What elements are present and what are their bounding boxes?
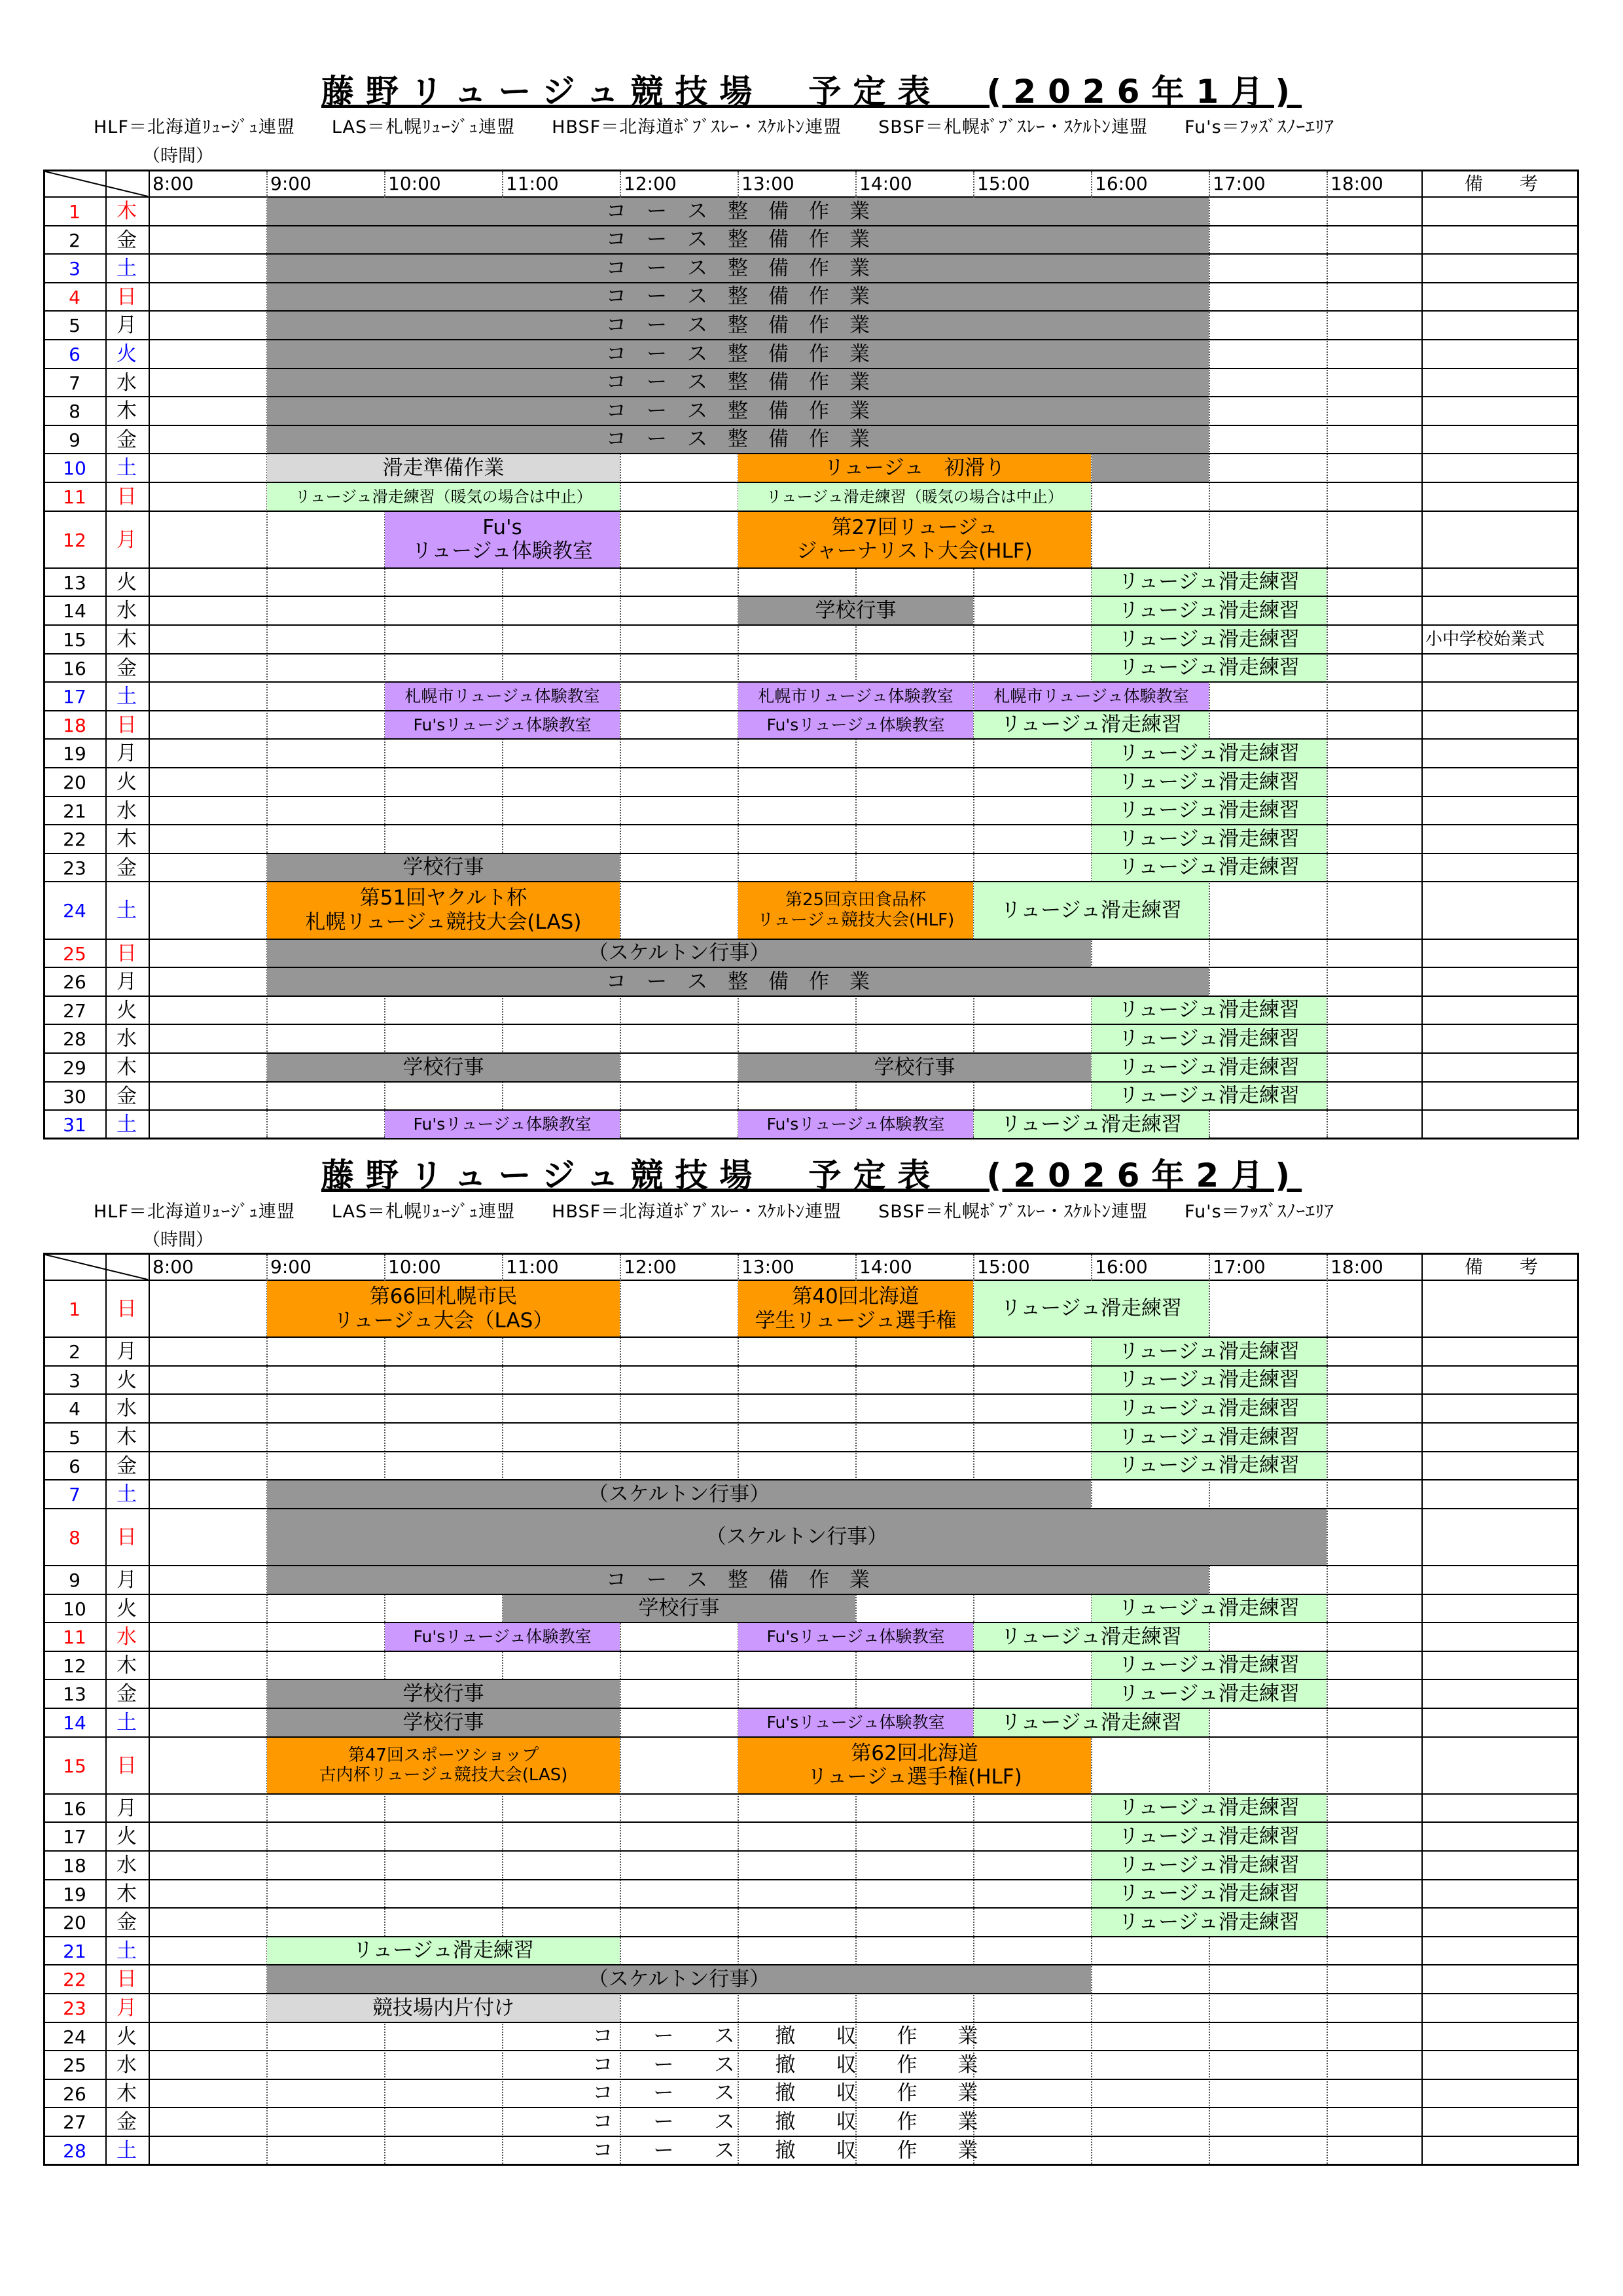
schedule-event: Fu'sリュージュ体験教室 <box>738 711 973 739</box>
weekday: 水 <box>116 1854 137 1877</box>
remarks-header: 備 考 <box>1464 173 1538 194</box>
schedule-event: リュージュ滑走練習 <box>1092 1083 1327 1110</box>
day-row <box>45 1480 1577 1509</box>
day-number: 30 <box>63 1085 86 1107</box>
day-row <box>45 854 1577 883</box>
day-row <box>45 312 1577 340</box>
day-number: 12 <box>63 529 86 551</box>
weekday: 土 <box>116 1113 137 1137</box>
time-unit-label: （時間） <box>143 1230 213 1250</box>
day-row <box>45 1054 1577 1083</box>
schedule-event: （スケルトン行事） <box>267 940 1091 967</box>
schedule-event: コ ー ス 整 備 作 業 <box>267 198 1209 225</box>
day-row <box>45 283 1577 312</box>
day-row <box>45 882 1577 939</box>
schedule-event: Fu'sリュージュ体験教室 <box>385 1623 620 1651</box>
day-number: 9 <box>69 429 80 451</box>
day-row <box>45 2080 1577 2109</box>
schedule-event: リュージュ滑走練習 <box>974 1623 1209 1651</box>
schedule-event: 第51回ヤクルト杯 札幌リュージュ競技大会(LAS) <box>267 882 620 938</box>
weekday: 月 <box>116 528 137 552</box>
schedule-event: コ ー ス 整 備 作 業 <box>267 340 1209 368</box>
weekday: 水 <box>116 1027 137 1051</box>
day-row <box>45 397 1577 426</box>
day-row <box>45 940 1577 969</box>
schedule-event: リュージュ滑走練習 <box>1092 1395 1327 1422</box>
day-number: 19 <box>63 743 86 765</box>
schedule-event: リュージュ滑走練習 <box>1092 1652 1327 1679</box>
abbreviation-legend: HLF＝北海道ﾘｭｰｼﾞｭ連盟 LAS＝札幌ﾘｭｰｼﾞｭ連盟 HBSF＝北海道ﾎﾞﾌﾞｽﾚｰ・ｽｹﾙﾄﾝ連盟 SBSF＝札幌ﾎﾞﾌﾞｽﾚｰ・ｽｹﾙﾄﾝ連盟 Fu's＝ﾌｯｽﾞｽﾉｰｴﾘｱ <box>94 1202 1334 1222</box>
day-number: 21 <box>63 800 86 822</box>
schedule-event: リュージュ滑走練習（暖気の場合は中止） <box>267 483 620 511</box>
day-number: 13 <box>63 1683 86 1706</box>
weekday: 木 <box>116 2081 137 2106</box>
weekday: 金 <box>116 1454 137 1478</box>
day-number: 14 <box>63 1712 86 1734</box>
schedule-event: 札幌市リュージュ体験教室 <box>738 683 973 710</box>
day-row <box>45 426 1577 455</box>
time-header-1300: 13:00 <box>741 173 794 194</box>
day-row <box>45 1509 1577 1566</box>
schedule-event: コ ー ス 整 備 作 業 <box>267 312 1209 339</box>
day-number: 20 <box>63 1912 86 1934</box>
day-row <box>45 2137 1577 2166</box>
header-diagonal-corner <box>45 1255 148 1280</box>
schedule-event: リュージュ滑走練習 <box>1092 1338 1327 1365</box>
weekday: 土 <box>116 1482 137 1507</box>
day-number: 26 <box>63 971 86 994</box>
day-row <box>45 1852 1577 1880</box>
weekday: 金 <box>116 855 137 880</box>
month-title: 藤野リュージュ競技場 予定表 (2026年1月) <box>321 73 1302 111</box>
weekday: 火 <box>116 570 137 594</box>
schedule-event: リュージュ滑走練習 <box>1092 1025 1327 1052</box>
day-row <box>45 968 1577 997</box>
schedule-event: 第27回リュージュ ジャーナリスト大会(HLF) <box>738 512 1091 567</box>
schedule-event: リュージュ滑走練習 <box>974 1281 1209 1336</box>
day-number: 15 <box>63 629 86 651</box>
schedule-event: （スケルトン行事） <box>267 1965 1091 1993</box>
weekday: 月 <box>116 742 137 766</box>
day-number: 1 <box>69 201 80 223</box>
day-number: 17 <box>63 686 86 708</box>
schedule-event: リュージュ滑走練習 <box>1092 1424 1327 1451</box>
schedule-event: Fu'sリュージュ体験教室 <box>385 711 620 739</box>
day-row <box>45 1452 1577 1481</box>
weekday: 日 <box>116 1967 137 1992</box>
day-number: 11 <box>63 1626 86 1649</box>
day-row <box>45 1880 1577 1909</box>
day-row <box>45 1937 1577 1966</box>
schedule-event: リュージュ滑走練習 <box>974 882 1209 938</box>
schedule-event: コ ー ス 撤 収 作 業 <box>592 2053 978 2077</box>
schedule-event: 第62回北海道 リュージュ選手権(HLF) <box>738 1738 1091 1793</box>
day-row <box>45 1965 1577 1994</box>
schedule-event: リュージュ滑走練習 <box>267 1937 620 1965</box>
schedule-event: 学校行事 <box>738 597 973 624</box>
day-number: 11 <box>63 486 86 508</box>
time-header-1600: 16:00 <box>1095 173 1148 194</box>
day-number: 28 <box>63 2140 86 2162</box>
weekday: 土 <box>116 899 137 923</box>
day-number: 5 <box>69 315 80 337</box>
day-number: 6 <box>69 1455 80 1477</box>
schedule-event: 学校行事 <box>267 1680 620 1708</box>
day-row <box>45 655 1577 683</box>
schedule-event: リュージュ滑走練習 <box>1092 854 1327 882</box>
weekday: 日 <box>116 1753 137 1778</box>
time-header-800: 8:00 <box>152 1256 194 1278</box>
weekday: 木 <box>116 1882 137 1906</box>
weekday: 水 <box>116 599 137 623</box>
weekday: 日 <box>116 941 137 965</box>
schedule-event: 第40回北海道 学生リュージュ選手権 <box>738 1281 973 1336</box>
day-number: 8 <box>69 1526 80 1549</box>
day-number: 5 <box>69 1427 80 1448</box>
time-unit-label: （時間） <box>143 146 213 166</box>
day-number: 7 <box>69 372 80 394</box>
day-number: 13 <box>63 571 86 594</box>
weekday: 木 <box>116 1056 137 1079</box>
schedule-event: コ ー ス 撤 収 作 業 <box>592 2081 978 2106</box>
day-row <box>45 1623 1577 1652</box>
day-number: 26 <box>63 2083 86 2105</box>
day-row <box>45 683 1577 711</box>
schedule-event: リュージュ 初滑り <box>738 454 1091 482</box>
schedule-event: リュージュ滑走練習 <box>974 1111 1209 1138</box>
weekday: 水 <box>116 1397 137 1421</box>
schedule-event: コ ー ス 撤 収 作 業 <box>592 2024 978 2049</box>
weekday: 木 <box>116 399 137 423</box>
schedule-event: リュージュ滑走練習 <box>1092 626 1327 653</box>
schedule-event: リュージュ滑走練習 <box>1092 768 1327 796</box>
schedule-table <box>43 170 1579 1139</box>
day-row <box>45 626 1577 655</box>
day-number: 4 <box>69 1398 80 1420</box>
day-row <box>45 1595 1577 1624</box>
day-number: 23 <box>63 857 86 879</box>
schedule-event: 札幌市リュージュ体験教室 <box>385 683 620 710</box>
day-row <box>45 1083 1577 1111</box>
schedule-event: コ ー ス 撤 収 作 業 <box>592 2138 978 2162</box>
weekday: 月 <box>116 314 137 338</box>
schedule-event: コ ー ス 整 備 作 業 <box>267 255 1209 282</box>
weekday: 火 <box>116 1368 137 1392</box>
weekday: 金 <box>116 1910 137 1935</box>
weekday: 火 <box>116 1825 137 1849</box>
day-row <box>45 1823 1577 1852</box>
day-row <box>45 1281 1577 1338</box>
schedule-event: リュージュ滑走練習 <box>1092 740 1327 767</box>
day-number: 16 <box>63 1797 86 1820</box>
schedule-event: （スケルトン行事） <box>267 1509 1327 1565</box>
weekday: 月 <box>116 1796 137 1820</box>
day-number: 15 <box>63 1755 86 1777</box>
time-header-1200: 12:00 <box>624 173 677 194</box>
header-diagonal-corner <box>45 171 148 196</box>
day-row <box>45 2051 1577 2080</box>
day-number: 9 <box>69 1570 80 1591</box>
day-row <box>45 1111 1577 1139</box>
month-title: 藤野リュージュ競技場 予定表 (2026年2月) <box>321 1157 1302 1194</box>
weekday: 火 <box>116 342 137 366</box>
schedule-event: リュージュ滑走練習 <box>1092 997 1327 1024</box>
schedule-event: 滑走準備作業 <box>267 454 620 482</box>
weekday: 日 <box>116 713 137 737</box>
day-row <box>45 512 1577 569</box>
weekday: 金 <box>116 228 137 252</box>
day-row <box>45 1424 1577 1452</box>
schedule-event: リュージュ滑走練習 <box>1092 597 1327 624</box>
day-number: 20 <box>63 772 86 793</box>
time-header-1000: 10:00 <box>388 173 441 194</box>
time-header-1400: 14:00 <box>859 173 912 194</box>
weekday: 水 <box>116 1625 137 1649</box>
weekday: 土 <box>116 685 137 709</box>
time-header-1800: 18:00 <box>1330 173 1383 194</box>
schedule-event: 第47回スポーツショップ 古内杯リュージュ競技大会(LAS) <box>267 1738 620 1793</box>
schedule-event: 学校行事 <box>738 1054 1091 1081</box>
day-number: 18 <box>63 714 86 736</box>
time-header-1100: 11:00 <box>506 1256 559 1278</box>
weekday: 木 <box>116 827 137 852</box>
weekday: 木 <box>116 200 137 223</box>
weekday: 金 <box>116 656 137 680</box>
day-number: 24 <box>63 2026 86 2048</box>
schedule-event: Fu'sリュージュ体験教室 <box>738 1709 973 1736</box>
schedule-event: コ ー ス 整 備 作 業 <box>267 369 1209 397</box>
remarks-header: 備 考 <box>1464 1256 1538 1278</box>
schedule-event: リュージュ滑走練習 <box>1092 825 1327 853</box>
day-number: 29 <box>63 1057 86 1079</box>
time-header-800: 8:00 <box>152 173 194 194</box>
schedule-event: 学校行事 <box>267 1054 620 1081</box>
day-row <box>45 1680 1577 1709</box>
weekday: 木 <box>116 1426 137 1449</box>
weekday: 土 <box>116 1939 137 1963</box>
weekday: 金 <box>116 1084 137 1108</box>
weekday: 水 <box>116 370 137 395</box>
weekday: 土 <box>116 2139 137 2162</box>
weekday: 月 <box>116 970 137 994</box>
day-row <box>45 2108 1577 2137</box>
schedule-event: コ ー ス 整 備 作 業 <box>267 1566 1209 1594</box>
schedule-event: Fu'sリュージュ体験教室 <box>738 1111 973 1138</box>
day-number: 24 <box>63 900 86 922</box>
day-row <box>45 1795 1577 1823</box>
weekday: 火 <box>116 1596 137 1621</box>
day-row <box>45 740 1577 768</box>
weekday: 日 <box>116 1525 137 1549</box>
schedule-event: リュージュ滑走練習 <box>1092 797 1327 825</box>
schedule-event: リュージュ滑走練習 <box>1092 1452 1327 1480</box>
schedule-event: リュージュ滑走練習 <box>1092 1795 1327 1822</box>
day-row <box>45 1025 1577 1054</box>
schedule-event: リュージュ滑走練習 <box>1092 1595 1327 1623</box>
schedule-event: 競技場内片付け <box>267 1994 620 2022</box>
schedule-event: コ ー ス 整 備 作 業 <box>267 968 1209 996</box>
time-header-1600: 16:00 <box>1095 1256 1148 1278</box>
time-header-1100: 11:00 <box>506 173 559 194</box>
day-number: 22 <box>63 1969 86 1991</box>
day-row <box>45 2023 1577 2052</box>
day-number: 27 <box>63 999 86 1022</box>
time-header-1700: 17:00 <box>1213 1256 1266 1278</box>
day-row <box>45 1566 1577 1595</box>
weekday: 月 <box>116 1568 137 1592</box>
schedule-event: コ ー ス 整 備 作 業 <box>267 397 1209 425</box>
day-number: 1 <box>69 1299 80 1320</box>
day-row <box>45 369 1577 398</box>
day-number: 8 <box>69 401 80 423</box>
day-row <box>45 1338 1577 1367</box>
day-number: 2 <box>69 229 80 251</box>
weekday: 金 <box>116 427 137 452</box>
day-row <box>45 1738 1577 1795</box>
day-row <box>45 226 1577 255</box>
time-header-1800: 18:00 <box>1330 1256 1383 1278</box>
day-number: 3 <box>69 1369 80 1391</box>
remark-text: 小中学校始業式 <box>1425 630 1545 649</box>
schedule-event: Fu'sリュージュ体験教室 <box>385 1111 620 1138</box>
weekday: 木 <box>116 628 137 651</box>
weekday: 水 <box>116 798 137 823</box>
schedule-event: コ ー ス 整 備 作 業 <box>267 226 1209 254</box>
schedule-event: Fu's リュージュ体験教室 <box>385 512 620 567</box>
day-row <box>45 768 1577 797</box>
day-number: 21 <box>63 1940 86 1962</box>
table-header <box>45 171 1577 198</box>
schedule-event <box>1092 454 1209 482</box>
day-row <box>45 255 1577 283</box>
weekday: 日 <box>116 285 137 309</box>
day-number: 17 <box>63 1826 86 1848</box>
schedule-event: リュージュ滑走練習 <box>1092 1852 1327 1879</box>
time-header-900: 9:00 <box>270 173 312 194</box>
day-row <box>45 1709 1577 1738</box>
weekday: 木 <box>116 1653 137 1677</box>
schedule-event: リュージュ滑走練習 <box>1092 1823 1327 1850</box>
day-number: 7 <box>69 1484 80 1506</box>
day-number: 28 <box>63 1028 86 1050</box>
day-row <box>45 1909 1577 1937</box>
time-header-1000: 10:00 <box>388 1256 441 1278</box>
weekday: 日 <box>116 1297 137 1321</box>
day-row <box>45 569 1577 598</box>
weekday: 月 <box>116 1340 137 1364</box>
day-number: 22 <box>63 829 86 851</box>
time-header-1500: 15:00 <box>977 1256 1030 1278</box>
day-row <box>45 997 1577 1026</box>
day-number: 14 <box>63 600 86 622</box>
weekday: 火 <box>116 2024 137 2049</box>
schedule-event: リュージュ滑走練習 <box>1092 1880 1327 1908</box>
weekday: 土 <box>116 456 137 480</box>
schedule-event: リュージュ滑走練習 <box>1092 1367 1327 1394</box>
schedule-event: 学校行事 <box>503 1595 855 1623</box>
schedule-event: リュージュ滑走練習 <box>1092 1909 1327 1936</box>
weekday: 土 <box>116 1711 137 1734</box>
day-number: 31 <box>63 1114 86 1136</box>
day-row <box>45 340 1577 369</box>
day-number: 3 <box>69 258 80 280</box>
abbreviation-legend: HLF＝北海道ﾘｭｰｼﾞｭ連盟 LAS＝札幌ﾘｭｰｼﾞｭ連盟 HBSF＝北海道ﾎﾞﾌﾞｽﾚｰ・ｽｹﾙﾄﾝ連盟 SBSF＝札幌ﾎﾞﾌﾞｽﾚｰ・ｽｹﾙﾄﾝ連盟 Fu's＝ﾌｯｽﾞｽﾉｰｴﾘｱ <box>94 117 1334 137</box>
schedule-event: リュージュ滑走練習 <box>1092 1054 1327 1081</box>
day-row <box>45 1994 1577 2023</box>
day-number: 23 <box>63 1998 86 2019</box>
day-number: 4 <box>69 286 80 308</box>
day-row <box>45 483 1577 512</box>
day-number: 25 <box>63 942 86 965</box>
weekday: 火 <box>116 998 137 1022</box>
day-row <box>45 454 1577 483</box>
weekday: 金 <box>116 1682 137 1706</box>
table-header <box>45 1255 1577 1281</box>
time-header-1500: 15:00 <box>977 173 1030 194</box>
day-row <box>45 825 1577 854</box>
time-header-1300: 13:00 <box>741 1256 794 1278</box>
day-number: 2 <box>69 1341 80 1363</box>
schedule-event: リュージュ滑走練習 <box>974 711 1209 739</box>
day-row <box>45 198 1577 226</box>
time-header-1200: 12:00 <box>624 1256 677 1278</box>
time-header-1400: 14:00 <box>859 1256 912 1278</box>
day-number: 10 <box>63 1598 86 1620</box>
day-number: 25 <box>63 2054 86 2077</box>
schedule-event: 第66回札幌市民 リュージュ大会（LAS） <box>267 1281 620 1336</box>
day-row <box>45 711 1577 740</box>
weekday: 日 <box>116 485 137 509</box>
day-row <box>45 1652 1577 1681</box>
schedule-table <box>43 1253 1579 2166</box>
schedule-event: リュージュ滑走練習 <box>974 1709 1209 1736</box>
schedule-event: 第25回京田食品杯 リュージュ競技大会(HLF) <box>738 882 973 938</box>
schedule-event: 学校行事 <box>267 1709 620 1736</box>
day-row <box>45 797 1577 826</box>
day-number: 27 <box>63 2111 86 2134</box>
day-number: 18 <box>63 1855 86 1876</box>
schedule-event: リュージュ滑走練習 <box>1092 1680 1327 1708</box>
weekday: 土 <box>116 257 137 281</box>
schedule-event: 札幌市リュージュ体験教室 <box>974 683 1209 710</box>
schedule-event: リュージュ滑走練習 <box>1092 655 1327 682</box>
day-number: 16 <box>63 657 86 679</box>
day-number: 10 <box>63 457 86 480</box>
time-header-900: 9:00 <box>270 1256 312 1278</box>
weekday: 金 <box>116 2110 137 2134</box>
weekday: 水 <box>116 2053 137 2077</box>
schedule-event: コ ー ス 整 備 作 業 <box>267 283 1209 311</box>
time-header-1700: 17:00 <box>1213 173 1266 194</box>
schedule-event: リュージュ滑走練習（暖気の場合は中止） <box>738 483 1091 511</box>
schedule-event: （スケルトン行事） <box>267 1480 1091 1508</box>
day-row <box>45 1367 1577 1395</box>
weekday: 火 <box>116 770 137 794</box>
day-number: 19 <box>63 1883 86 1905</box>
weekday: 月 <box>116 1996 137 2020</box>
schedule-event: 学校行事 <box>267 854 620 882</box>
schedule-event: コ ー ス 整 備 作 業 <box>267 426 1209 454</box>
day-number: 6 <box>69 344 80 365</box>
day-row <box>45 597 1577 626</box>
schedule-event: Fu'sリュージュ体験教室 <box>738 1623 973 1651</box>
day-number: 12 <box>63 1655 86 1677</box>
day-row <box>45 1395 1577 1424</box>
schedule-event: コ ー ス 撤 収 作 業 <box>592 2109 978 2134</box>
schedule-event: リュージュ滑走練習 <box>1092 569 1327 596</box>
